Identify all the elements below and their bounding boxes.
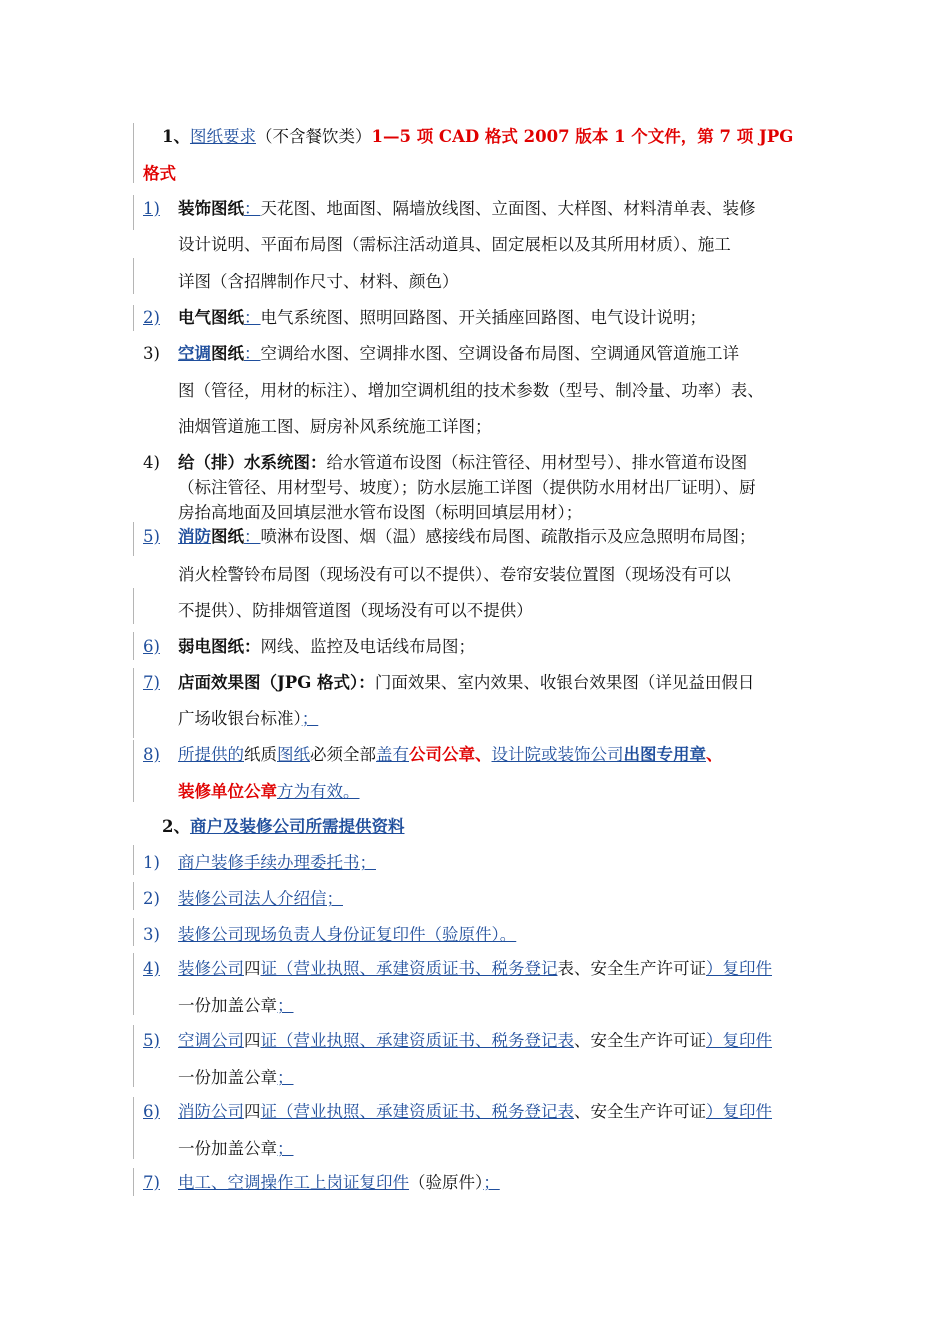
- item-end: ；: [301, 709, 319, 728]
- list-item: [143, 307, 843, 329]
- item-number: 3): [143, 344, 160, 363]
- item-number: 3): [143, 925, 160, 944]
- revision-bar: [133, 588, 134, 624]
- item-label: 店面效果图（JPG 格式）：: [178, 673, 375, 692]
- revision-bar: [133, 258, 134, 294]
- list-item: [143, 1030, 843, 1052]
- section-title-link[interactable]: 商户及装修公司所需提供资料: [189, 817, 405, 836]
- item-text: 天花图、地面图、隔墙放线图、立面图、大样图、材料清单表、装修: [260, 199, 756, 218]
- item-text: 空调公司: [178, 1031, 244, 1050]
- list-item-cont: [178, 781, 878, 803]
- list-item-cont: [178, 380, 878, 402]
- item-text: 所提供的: [178, 745, 244, 764]
- item-text: 证（营业执照、承建资质证书、税务登记表: [260, 1031, 574, 1050]
- list-item: [143, 636, 843, 658]
- section-note: （不含餐饮类）: [255, 127, 372, 146]
- item-number: 7): [143, 673, 160, 692]
- item-text: 消火栓警铃布局图（现场没有可以不提供）、卷帘安装位置图（现场没有可以: [178, 565, 731, 584]
- revision-bar: [133, 195, 134, 230]
- section-number: 1、: [162, 127, 190, 146]
- drawing-seal-text: 出图专用章: [623, 745, 706, 764]
- revision-bar: [133, 882, 134, 910]
- item-text: 方为有效。: [277, 782, 360, 801]
- item-text: 门面效果、室内效果、收银台效果图（详见益田假日: [374, 673, 755, 692]
- item-text: ）复印件: [706, 1102, 772, 1121]
- section-1-heading-cont: [143, 163, 843, 185]
- list-item: [143, 924, 843, 946]
- list-item: [143, 343, 843, 365]
- item-text: 喷淋布设图、烟（温）感接线布局图、疏散指示及应急照明布局图；: [260, 527, 756, 546]
- list-item-cont: [178, 234, 878, 256]
- list-item: [143, 852, 843, 874]
- item-text: ）复印件: [706, 959, 772, 978]
- item-text: ）复印件: [706, 1031, 772, 1050]
- item-label-link[interactable]: 消防: [178, 527, 211, 546]
- item-text: 广场收银台标准）: [178, 709, 302, 728]
- list-item: [143, 672, 843, 694]
- item-number: 6): [143, 1102, 160, 1121]
- item-text: 房抬高地面及回填层泄水管布设图（标明回填层用材）；: [178, 503, 583, 522]
- item-end: ；: [277, 996, 294, 1015]
- revision-bar: [133, 1097, 134, 1159]
- item-text: 给水管道布设图（标注管径、用材型号）、排水管道布设图: [326, 453, 748, 472]
- item-text: 证（营业执照、承建资质证书、税务登记: [260, 959, 558, 978]
- revision-bar: [133, 305, 134, 331]
- item-label: 给（排）水系统图：: [178, 453, 327, 472]
- item-text: 图（管径，用材的标注）、增加空调机组的技术参数（型号、制冷量、功率）表、: [178, 381, 764, 400]
- list-item-cont: [178, 1067, 878, 1089]
- item-number: 2): [143, 308, 160, 327]
- item-text: 空调给水图、空调排水图、空调设备布局图、空调通风管道施工详: [260, 344, 739, 363]
- item-colon: ：: [244, 527, 261, 546]
- list-item: [143, 1172, 843, 1194]
- item-number: 5): [143, 527, 160, 546]
- item-colon: ：: [244, 308, 261, 327]
- item-text: 油烟管道施工图、厨房补风系统施工详图；: [178, 417, 492, 436]
- list-item: [143, 526, 843, 548]
- item-text: 盖有: [376, 745, 409, 764]
- item-number: 8): [143, 745, 160, 764]
- item-text: 四: [244, 959, 261, 978]
- item-text: 电工、空调操作工上岗证复印件: [178, 1173, 409, 1192]
- list-item-cont: [178, 477, 878, 499]
- revision-bar: [133, 1025, 134, 1087]
- item-number: 7): [143, 1173, 160, 1192]
- item-text: （验原件）: [409, 1173, 484, 1192]
- item-number: 4): [143, 959, 160, 978]
- list-item: [143, 198, 843, 220]
- item-number: 5): [143, 1031, 160, 1050]
- list-item-cont: [178, 708, 878, 730]
- item-number: 1): [143, 853, 160, 872]
- item-number: 4): [143, 453, 160, 472]
- revision-bar: [133, 632, 134, 660]
- list-item: [143, 888, 843, 910]
- contractor-seal-text: 装修单位公章: [178, 782, 277, 801]
- item-text: 网线、监控及电话线布局图；: [260, 637, 475, 656]
- list-item: [143, 958, 843, 980]
- revision-bar: [133, 1168, 134, 1196]
- revision-bar: [133, 845, 134, 875]
- item-label: 电气图纸: [178, 308, 244, 327]
- item-text: 四: [244, 1031, 261, 1050]
- item-label: 装饰图纸: [178, 199, 244, 218]
- list-item: [143, 744, 843, 766]
- item-label-link[interactable]: 空调: [178, 344, 211, 363]
- item-text: 装修公司法人介绍信；: [178, 889, 343, 908]
- item-label: 图纸: [211, 527, 244, 546]
- item-end: ；: [277, 1139, 294, 1158]
- item-number: 1): [143, 199, 160, 218]
- section-2-heading: [162, 816, 862, 838]
- item-text: 纸质: [244, 745, 277, 764]
- format-requirement: 1—5 项 CAD 格式 2007 版本 1 个文件，第 7 项 JPG: [371, 127, 794, 146]
- list-item-cont: [178, 271, 878, 293]
- revision-bar: [133, 522, 134, 556]
- item-text: 商户装修手续办理委托书；: [178, 853, 376, 872]
- item-text: 表、安全生产许可证: [557, 959, 706, 978]
- item-number: 6): [143, 637, 160, 656]
- company-seal-text: 公司公章、: [409, 745, 492, 764]
- format-requirement-cont: 格式: [143, 164, 176, 183]
- item-text: 设计院或装饰公司: [491, 745, 624, 764]
- list-item-cont: [178, 995, 878, 1017]
- revision-bar: [133, 123, 134, 183]
- item-text: 四: [244, 1102, 261, 1121]
- item-text: 、安全生产许可证: [574, 1031, 706, 1050]
- section-number: 2、: [162, 817, 190, 836]
- list-item-cont: [178, 600, 878, 622]
- item-text: 证（营业执照、承建资质证书、税务登记表: [260, 1102, 574, 1121]
- revision-bar: [133, 918, 134, 946]
- item-text: 装修公司: [178, 959, 244, 978]
- item-text: 、: [706, 745, 723, 764]
- item-number: 2): [143, 889, 160, 908]
- item-text: 必须全部: [310, 745, 376, 764]
- list-item-cont: [178, 416, 878, 438]
- list-item: [143, 452, 843, 474]
- item-text: 、安全生产许可证: [574, 1102, 706, 1121]
- section-title-link[interactable]: 图纸要求: [189, 127, 256, 146]
- item-end: ；: [277, 1068, 294, 1087]
- list-item-cont: [178, 1138, 878, 1160]
- item-label: 弱电图纸：: [178, 637, 261, 656]
- list-item-cont: [178, 502, 878, 524]
- item-text: 详图（含招牌制作尺寸、材料、颜色）: [178, 272, 459, 291]
- item-end: ；: [483, 1173, 500, 1192]
- item-text: 电气系统图、照明回路图、开关插座回路图、电气设计说明；: [260, 308, 706, 327]
- revision-bar: [133, 953, 134, 1015]
- item-text: 一份加盖公章: [178, 996, 277, 1015]
- list-item: [143, 1101, 843, 1123]
- revision-bar: [133, 740, 134, 802]
- item-text: 设计说明、平面布局图（需标注活动道具、固定展柜以及其所用材质）、施工: [178, 235, 731, 254]
- item-text: 不提供）、防排烟管道图（现场没有可以不提供）: [178, 601, 533, 620]
- list-item-cont: [178, 564, 878, 586]
- revision-bar: [133, 668, 134, 738]
- item-text: 图纸: [277, 745, 310, 764]
- item-label: 图纸: [211, 344, 244, 363]
- section-1-heading: [162, 126, 862, 148]
- item-text: 一份加盖公章: [178, 1139, 277, 1158]
- item-text: 消防公司: [178, 1102, 244, 1121]
- item-colon: ：: [244, 199, 261, 218]
- item-text: （标注管径、用材型号、坡度）；防水层施工详图（提供防水用材出厂证明）、厨: [178, 478, 756, 497]
- item-text: 一份加盖公章: [178, 1068, 277, 1087]
- item-colon: ：: [244, 344, 261, 363]
- item-text: 装修公司现场负责人身份证复印件（验原件）。: [178, 925, 517, 944]
